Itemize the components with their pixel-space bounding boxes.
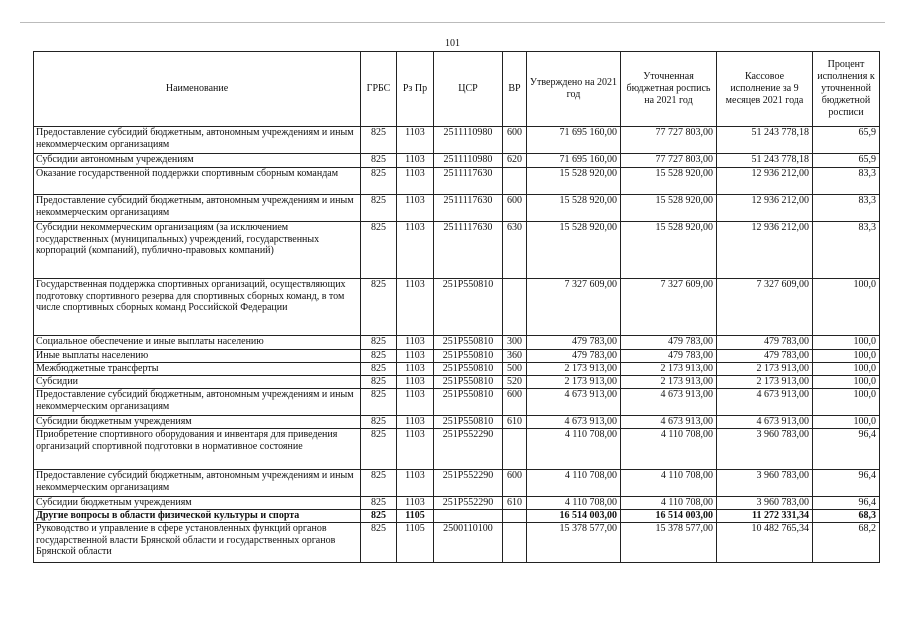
header-grbs: ГРБС — [361, 52, 397, 127]
row-rzpr: 1103 — [397, 336, 434, 350]
row-rzpr: 1103 — [397, 279, 434, 336]
row-csr — [434, 510, 503, 523]
row-grbs: 825 — [361, 222, 397, 279]
row-grbs: 825 — [361, 168, 397, 195]
row-cash: 3 960 783,00 — [717, 497, 813, 510]
row-approved: 15 528 920,00 — [527, 168, 621, 195]
row-percent: 83,3 — [813, 222, 880, 279]
row-approved: 15 528 920,00 — [527, 222, 621, 279]
row-csr: 251P550810 — [434, 363, 503, 376]
row-vr — [503, 523, 527, 563]
row-csr: 2500110100 — [434, 523, 503, 563]
row-cash: 479 783,00 — [717, 336, 813, 350]
row-rzpr: 1103 — [397, 350, 434, 363]
row-name: Предоставление субсидий бюджетным, автономным учреждениям и иным некоммерческим организациям — [34, 470, 361, 497]
row-grbs: 825 — [361, 429, 397, 470]
row-refined: 4 673 913,00 — [621, 416, 717, 429]
row-cash: 7 327 609,00 — [717, 279, 813, 336]
table-row — [34, 376, 880, 389]
row-percent: 100,0 — [813, 336, 880, 350]
row-cash: 12 936 212,00 — [717, 195, 813, 222]
row-grbs: 825 — [361, 350, 397, 363]
table-row — [34, 336, 880, 350]
row-cash: 479 783,00 — [717, 350, 813, 363]
row-percent: 100,0 — [813, 416, 880, 429]
row-percent: 100,0 — [813, 279, 880, 336]
row-refined: 15 528 920,00 — [621, 168, 717, 195]
header-refined: Уточненная бюджетная роспись на 2021 год — [621, 52, 717, 127]
row-name: Руководство и управление в сфере установленных функций органов государственной власти Брянской области и государственных органов Брянской области — [34, 523, 361, 563]
row-percent: 65,9 — [813, 127, 880, 154]
row-grbs: 825 — [361, 363, 397, 376]
row-cash: 3 960 783,00 — [717, 470, 813, 497]
row-percent: 96,4 — [813, 470, 880, 497]
row-cash: 4 673 913,00 — [717, 416, 813, 429]
row-rzpr: 1103 — [397, 416, 434, 429]
row-percent: 100,0 — [813, 376, 880, 389]
row-vr: 600 — [503, 127, 527, 154]
row-percent: 68,2 — [813, 523, 880, 563]
row-rzpr: 1103 — [397, 497, 434, 510]
row-percent: 68,3 — [813, 510, 880, 523]
row-approved: 7 327 609,00 — [527, 279, 621, 336]
row-vr: 600 — [503, 195, 527, 222]
row-vr — [503, 510, 527, 523]
row-percent: 100,0 — [813, 363, 880, 376]
row-approved: 4 110 708,00 — [527, 470, 621, 497]
row-cash: 10 482 765,34 — [717, 523, 813, 563]
row-approved: 4 110 708,00 — [527, 497, 621, 510]
row-rzpr: 1105 — [397, 523, 434, 563]
row-csr: 2511110980 — [434, 127, 503, 154]
row-csr: 251P550810 — [434, 350, 503, 363]
row-refined: 479 783,00 — [621, 350, 717, 363]
row-rzpr: 1103 — [397, 168, 434, 195]
row-refined: 479 783,00 — [621, 336, 717, 350]
row-grbs: 825 — [361, 416, 397, 429]
row-percent: 100,0 — [813, 389, 880, 416]
table-row — [34, 510, 880, 523]
row-name: Предоставление субсидий бюджетным, автономным учреждениям и иным некоммерческим организациям — [34, 195, 361, 222]
row-vr: 620 — [503, 154, 527, 168]
header-approved: Утверждено на 2021 год — [527, 52, 621, 127]
row-grbs: 825 — [361, 470, 397, 497]
page-number: 101 — [445, 38, 460, 49]
row-grbs: 825 — [361, 279, 397, 336]
row-name: Субсидии бюджетным учреждениям — [34, 416, 361, 429]
table-row — [34, 389, 880, 416]
row-percent: 83,3 — [813, 195, 880, 222]
row-grbs: 825 — [361, 154, 397, 168]
row-rzpr: 1103 — [397, 376, 434, 389]
row-name: Субсидии некоммерческим организациям (за исключением государственных (муниципальных) учреждений, государственных корпораций (компаний), публично-правовых компаний) — [34, 222, 361, 279]
row-approved: 4 673 913,00 — [527, 389, 621, 416]
table-row — [34, 195, 880, 222]
row-name: Предоставление субсидий бюджетным, автономным учреждениям и иным некоммерческим организациям — [34, 127, 361, 154]
row-csr: 251P550810 — [434, 416, 503, 429]
row-grbs: 825 — [361, 127, 397, 154]
row-cash: 2 173 913,00 — [717, 363, 813, 376]
row-vr: 610 — [503, 497, 527, 510]
row-grbs: 825 — [361, 376, 397, 389]
scan-top-line — [20, 22, 885, 23]
row-grbs: 825 — [361, 510, 397, 523]
row-name: Субсидии автономным учреждениям — [34, 154, 361, 168]
row-csr: 251P552290 — [434, 497, 503, 510]
table-row — [34, 470, 880, 497]
row-approved: 71 695 160,00 — [527, 127, 621, 154]
row-approved: 15 528 920,00 — [527, 195, 621, 222]
row-refined: 7 327 609,00 — [621, 279, 717, 336]
row-grbs: 825 — [361, 336, 397, 350]
table-row — [34, 363, 880, 376]
row-approved: 2 173 913,00 — [527, 363, 621, 376]
row-approved: 2 173 913,00 — [527, 376, 621, 389]
table-row — [34, 127, 880, 154]
row-vr: 600 — [503, 389, 527, 416]
row-refined: 77 727 803,00 — [621, 127, 717, 154]
header-row — [34, 52, 880, 127]
header-name: Наименование — [34, 52, 361, 127]
row-grbs: 825 — [361, 195, 397, 222]
row-percent: 83,3 — [813, 168, 880, 195]
row-approved: 16 514 003,00 — [527, 510, 621, 523]
row-name: Предоставление субсидий бюджетным, автономным учреждениям и иным некоммерческим организациям — [34, 389, 361, 416]
table-row — [34, 497, 880, 510]
table-row — [34, 429, 880, 470]
row-rzpr: 1103 — [397, 363, 434, 376]
row-grbs: 825 — [361, 497, 397, 510]
row-refined: 4 110 708,00 — [621, 429, 717, 470]
table-row — [34, 279, 880, 336]
row-approved: 479 783,00 — [527, 336, 621, 350]
table-row — [34, 168, 880, 195]
row-cash: 4 673 913,00 — [717, 389, 813, 416]
row-approved: 15 378 577,00 — [527, 523, 621, 563]
row-csr: 2511110980 — [434, 154, 503, 168]
table-row — [34, 350, 880, 363]
header-csr: ЦСР — [434, 52, 503, 127]
row-refined: 2 173 913,00 — [621, 376, 717, 389]
row-rzpr: 1103 — [397, 429, 434, 470]
row-rzpr: 1103 — [397, 389, 434, 416]
row-vr: 300 — [503, 336, 527, 350]
row-refined: 4 110 708,00 — [621, 497, 717, 510]
table-row — [34, 222, 880, 279]
row-csr: 2511117630 — [434, 168, 503, 195]
row-name: Другие вопросы в области физической культуры и спорта — [34, 510, 361, 523]
row-csr: 251P552290 — [434, 470, 503, 497]
table-row — [34, 154, 880, 168]
row-csr: 2511117630 — [434, 195, 503, 222]
row-name: Государственная поддержка спортивных организаций, осуществляющих подготовку спортивного резерва для спортивных сборных команд, в том числе спортивных сборных команд Российской Федерации — [34, 279, 361, 336]
row-vr: 500 — [503, 363, 527, 376]
row-name: Оказание государственной поддержки спортивным сборным командам — [34, 168, 361, 195]
row-rzpr: 1105 — [397, 510, 434, 523]
row-refined: 77 727 803,00 — [621, 154, 717, 168]
row-percent: 65,9 — [813, 154, 880, 168]
row-vr: 600 — [503, 470, 527, 497]
row-vr — [503, 168, 527, 195]
table-body — [34, 127, 880, 563]
row-refined: 4 110 708,00 — [621, 470, 717, 497]
row-approved: 71 695 160,00 — [527, 154, 621, 168]
row-refined: 4 673 913,00 — [621, 389, 717, 416]
row-approved: 479 783,00 — [527, 350, 621, 363]
row-refined: 2 173 913,00 — [621, 363, 717, 376]
row-csr: 251P550810 — [434, 389, 503, 416]
row-name: Иные выплаты населению — [34, 350, 361, 363]
row-percent: 96,4 — [813, 429, 880, 470]
row-rzpr: 1103 — [397, 470, 434, 497]
row-cash: 3 960 783,00 — [717, 429, 813, 470]
row-rzpr: 1103 — [397, 195, 434, 222]
row-percent: 96,4 — [813, 497, 880, 510]
row-approved: 4 110 708,00 — [527, 429, 621, 470]
row-name: Социальное обеспечение и иные выплаты населению — [34, 336, 361, 350]
row-grbs: 825 — [361, 389, 397, 416]
table-row — [34, 416, 880, 429]
row-percent: 100,0 — [813, 350, 880, 363]
row-cash: 11 272 331,34 — [717, 510, 813, 523]
header-vr: ВР — [503, 52, 527, 127]
row-cash: 51 243 778,18 — [717, 127, 813, 154]
row-rzpr: 1103 — [397, 154, 434, 168]
row-cash: 51 243 778,18 — [717, 154, 813, 168]
row-csr: 251P552290 — [434, 429, 503, 470]
row-cash: 12 936 212,00 — [717, 168, 813, 195]
row-cash: 12 936 212,00 — [717, 222, 813, 279]
table-row — [34, 523, 880, 563]
row-name: Приобретение спортивного оборудования и инвентаря для приведения организаций спортивной подготовки в нормативное состояние — [34, 429, 361, 470]
row-approved: 4 673 913,00 — [527, 416, 621, 429]
header-cash: Кассовое исполнение за 9 месяцев 2021 года — [717, 52, 813, 127]
header-rzpr: Рз Пр — [397, 52, 434, 127]
row-refined: 15 528 920,00 — [621, 222, 717, 279]
row-csr: 251P550810 — [434, 279, 503, 336]
row-refined: 15 378 577,00 — [621, 523, 717, 563]
row-refined: 15 528 920,00 — [621, 195, 717, 222]
header-percent: Процент исполнения к уточненной бюджетной росписи — [813, 52, 880, 127]
row-csr: 251P550810 — [434, 336, 503, 350]
row-vr: 610 — [503, 416, 527, 429]
row-grbs: 825 — [361, 523, 397, 563]
row-rzpr: 1103 — [397, 222, 434, 279]
row-vr: 520 — [503, 376, 527, 389]
row-vr — [503, 429, 527, 470]
budget-table — [33, 51, 880, 563]
row-name: Межбюджетные трансферты — [34, 363, 361, 376]
row-name: Субсидии — [34, 376, 361, 389]
row-name: Субсидии бюджетным учреждениям — [34, 497, 361, 510]
row-vr: 630 — [503, 222, 527, 279]
row-vr — [503, 279, 527, 336]
row-csr: 251P550810 — [434, 376, 503, 389]
row-vr: 360 — [503, 350, 527, 363]
row-cash: 2 173 913,00 — [717, 376, 813, 389]
row-refined: 16 514 003,00 — [621, 510, 717, 523]
row-csr: 2511117630 — [434, 222, 503, 279]
row-rzpr: 1103 — [397, 127, 434, 154]
